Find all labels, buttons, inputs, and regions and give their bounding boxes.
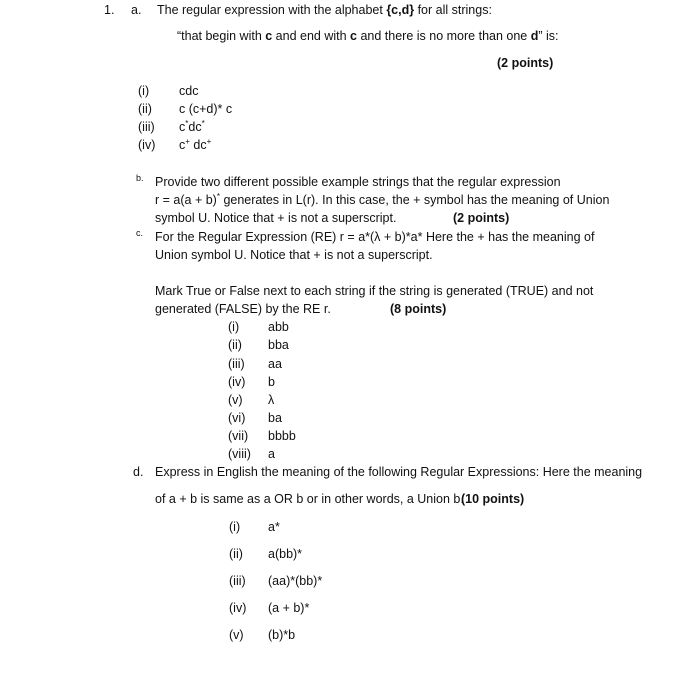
item-number: (i) — [228, 320, 240, 334]
item-expression: a* — [268, 520, 280, 534]
part-a-line1: The regular expression with the alphabet {c,d} for all strings: — [157, 3, 492, 17]
part-b-points: (2 points) — [453, 211, 510, 225]
item-number: (iv) — [229, 601, 247, 615]
part-c-line1: For the Regular Expression (RE) r = a*(λ + b)*a* Here the + has the meaning of — [155, 230, 595, 244]
part-d-line2: of a + b is same as a OR b or in other words, a Union b. — [155, 492, 464, 506]
item-expression: (aa)*(bb)* — [268, 574, 323, 588]
item-expression: a(bb)* — [268, 547, 303, 561]
part-a-points: (2 points) — [497, 56, 554, 70]
item-string: a — [268, 447, 275, 461]
item-number: (i) — [229, 520, 241, 534]
option-expression: c (c+d)* c — [179, 102, 233, 116]
option-expression: c*dc* — [179, 118, 205, 134]
part-c-points: (8 points) — [390, 302, 447, 316]
item-number: (v) — [229, 628, 244, 642]
part-d-line1: Express in English the meaning of the following Regular Expressions: Here the meaning — [155, 465, 643, 479]
item-string: λ — [268, 393, 275, 407]
item-string: aa — [268, 357, 282, 371]
part-c-marker: c. — [136, 228, 144, 238]
item-string: ba — [268, 411, 282, 425]
part-b-line1: Provide two different possible example strings that the regular expression — [155, 175, 561, 189]
item-number: (iii) — [228, 357, 245, 371]
item-number: (ii) — [229, 547, 243, 561]
part-a-marker: a. — [131, 3, 142, 17]
item-number: (iii) — [229, 574, 246, 588]
item-string: bba — [268, 338, 289, 352]
part-c-line3: Mark True or False next to each string if the string is generated (TRUE) and not — [155, 284, 594, 298]
item-expression: (b)*b — [268, 628, 296, 642]
item-number: (vi) — [228, 411, 246, 425]
part-c-line4: generated (FALSE) by the RE r. — [155, 302, 331, 316]
option-expression: cdc — [179, 84, 199, 98]
part-c-line2: Union symbol U. Notice that + is not a superscript. — [155, 248, 433, 262]
part-d-points: (10 points) — [461, 492, 525, 506]
item-number: (ii) — [228, 338, 242, 352]
part-d-marker: d. — [133, 465, 144, 479]
item-string: bbbb — [268, 429, 296, 443]
part-b-line2: r = a(a + b)* generates in L(r). In this case, the + symbol has the meaning of Union — [155, 191, 610, 207]
option-number: (ii) — [138, 102, 152, 116]
part-b-line3: symbol U. Notice that + is not a superscript. — [155, 211, 397, 225]
part-b-marker: b. — [136, 173, 144, 183]
question-number: 1. — [104, 3, 115, 17]
item-number: (iv) — [228, 375, 246, 389]
item-number: (viii) — [228, 447, 251, 461]
item-expression: (a + b)* — [268, 601, 310, 615]
item-number: (vii) — [228, 429, 249, 443]
option-number: (i) — [138, 84, 150, 98]
item-number: (v) — [228, 393, 243, 407]
option-number: (iii) — [138, 120, 155, 134]
part-a-line2: “that begin with c and end with c and there is no more than one d” is: — [177, 29, 559, 43]
item-string: abb — [268, 320, 289, 334]
option-number: (iv) — [138, 138, 156, 152]
item-string: b — [268, 375, 275, 389]
option-expression: c+ dc+ — [179, 136, 212, 152]
